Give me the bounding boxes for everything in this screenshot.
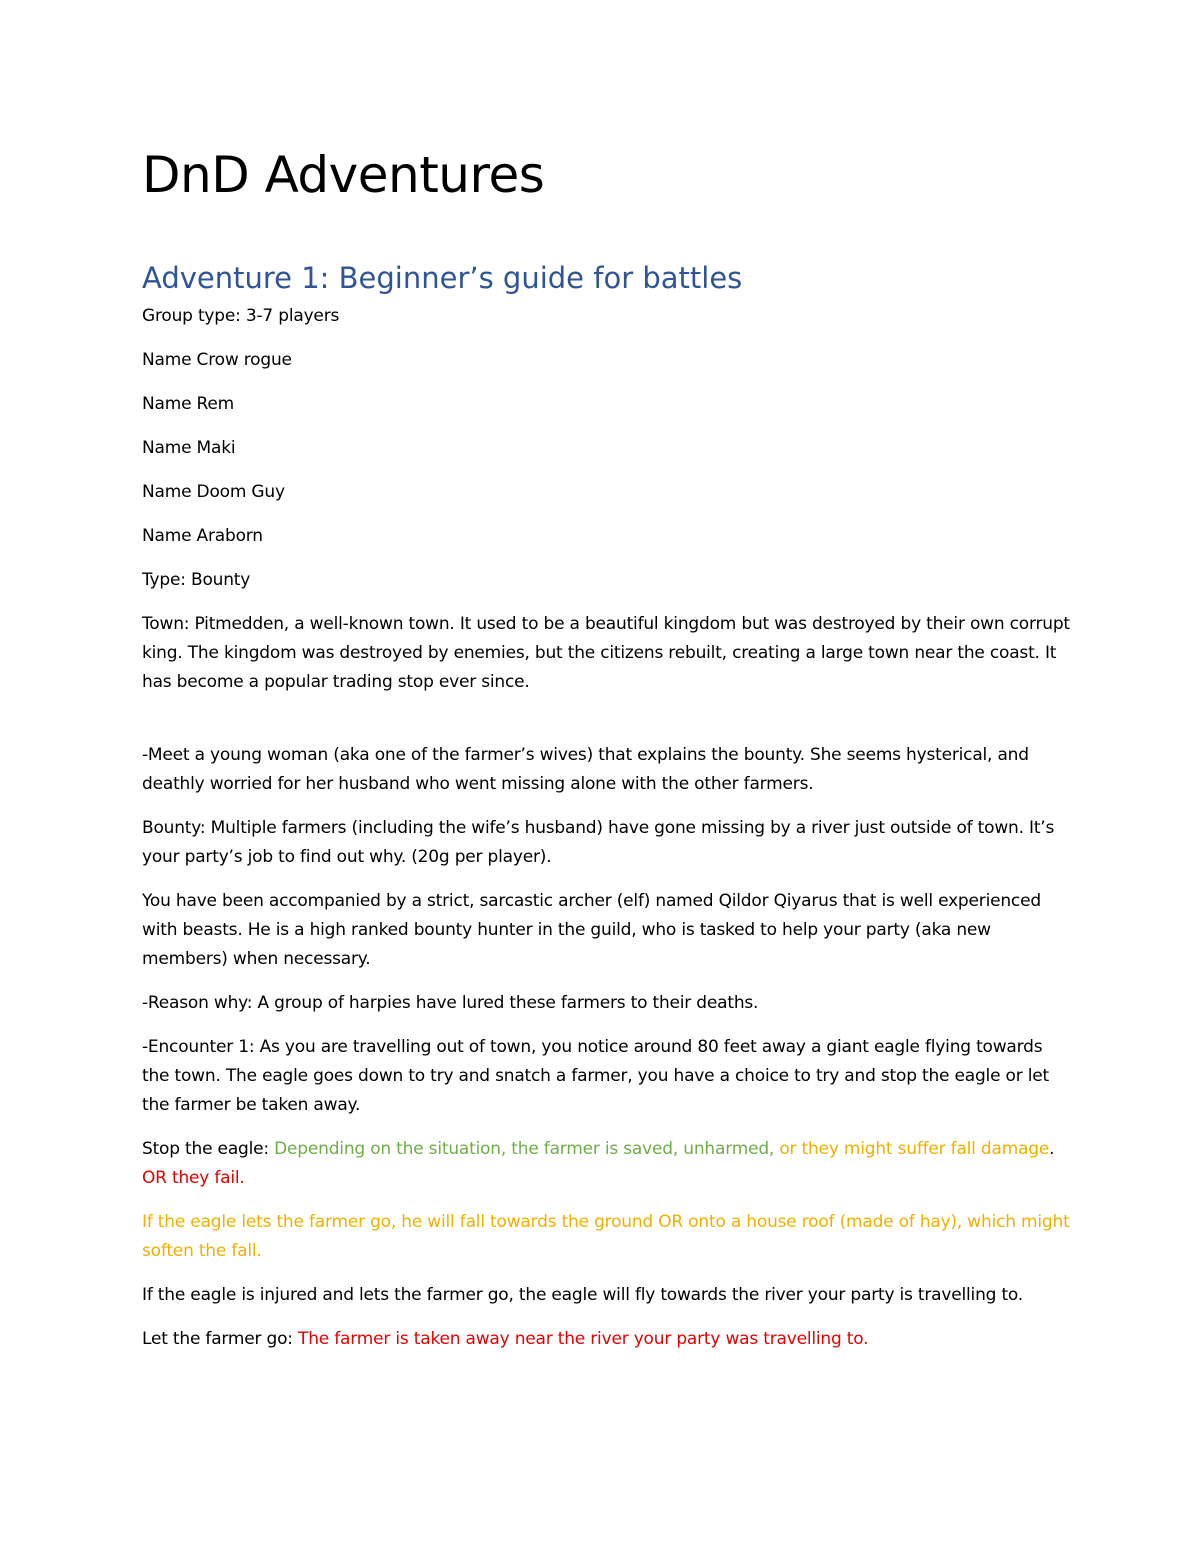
- stop-eagle-success: Depending on the situation, the farmer is saved, unharmed,: [274, 1139, 775, 1159]
- stop-eagle-paragraph: [142, 1135, 1072, 1193]
- blank-line: [142, 712, 1072, 741]
- player-name-3: Name Maki: [142, 438, 236, 458]
- stop-eagle-partial: or they might suffer fall damage: [774, 1139, 1050, 1159]
- player-name-1: Name Crow rogue: [142, 350, 292, 370]
- companion-paragraph: You have been accompanied by a strict, sarcastic archer (elf) named Qildor Qiyarus that is well experienced with beasts. He is a high ranked bounty hunter in the guild, who is tasked to help your party (aka new members) when necessary.: [142, 891, 1041, 969]
- group-type: Group type: 3-7 players: [142, 306, 340, 326]
- document-page: [142, 140, 1072, 1369]
- player-name-4: Name Doom Guy: [142, 482, 285, 502]
- stop-eagle-fail: OR they fail.: [142, 1168, 245, 1188]
- player-name-2: Name Rem: [142, 394, 235, 414]
- encounter-paragraph: -Encounter 1: As you are travelling out of town, you notice around 80 feet away a giant eagle flying towards the town. The eagle goes down to try and snatch a farmer, you have a choice to try and stop the eagle or let the farmer be taken away.: [142, 1037, 1049, 1115]
- stop-eagle-period: .: [1049, 1139, 1055, 1159]
- adventure-type: Type: Bounty: [142, 570, 251, 590]
- stop-eagle-label: Stop the eagle:: [142, 1139, 275, 1159]
- let-farmer-go-label: Let the farmer go:: [142, 1329, 299, 1349]
- reason-paragraph: -Reason why: A group of harpies have lured these farmers to their deaths.: [142, 993, 759, 1013]
- bounty-paragraph: Bounty: Multiple farmers (including the wife’s husband) have gone missing by a river just outside of town. It’s your party’s job to find out why. (20g per player).: [142, 818, 1055, 867]
- let-farmer-go-outcome: The farmer is taken away near the river your party was travelling to.: [298, 1329, 869, 1349]
- meet-paragraph: -Meet a young woman (aka one of the farmer’s wives) that explains the bounty. She seems hysterical, and deathly worried for her husband who went missing alone with the other farmers.: [142, 745, 1029, 794]
- player-name-5: Name Araborn: [142, 526, 263, 546]
- let-farmer-go-paragraph: [142, 1325, 1072, 1354]
- adventure-heading: Adventure 1: Beginner’s guide for battles: [142, 261, 743, 295]
- eagle-lets-go-paragraph: If the eagle lets the farmer go, he will fall towards the ground OR onto a house roof (made of hay), which might soften the fall.: [142, 1212, 1070, 1261]
- document-title: DnD Adventures: [142, 146, 545, 204]
- town-description: Town: Pitmedden, a well-known town. It used to be a beautiful kingdom but was destroyed by their own corrupt king. The kingdom was destroyed by enemies, but the citizens rebuilt, creating a large town near the coast. It has become a popular trading stop ever since.: [142, 614, 1070, 692]
- eagle-injured-paragraph: If the eagle is injured and lets the farmer go, the eagle will fly towards the river your party is travelling to.: [142, 1285, 1024, 1305]
